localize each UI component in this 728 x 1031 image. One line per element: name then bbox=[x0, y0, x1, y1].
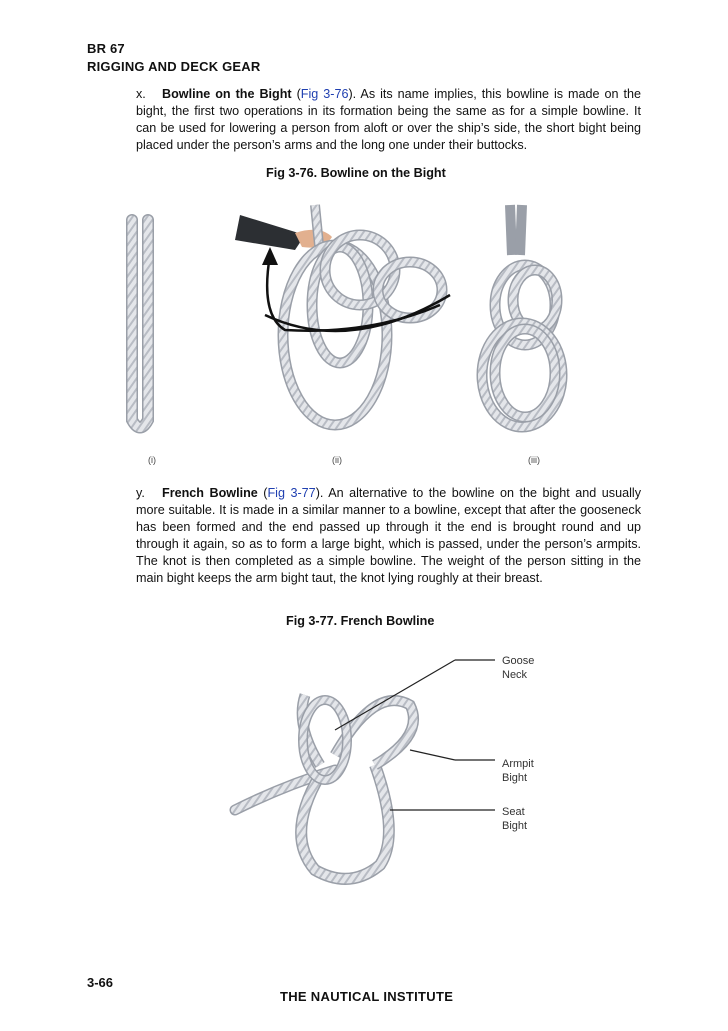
callout-seat-bight-line1: Seat bbox=[502, 806, 525, 818]
fig-3-77-illustration bbox=[225, 645, 505, 895]
callout-goose-neck-line2: Neck bbox=[502, 669, 528, 681]
callout-goose-neck bbox=[502, 654, 534, 682]
paragraph-label-y: y. bbox=[136, 486, 145, 500]
callout-goose-neck-line1: Goose bbox=[502, 655, 535, 667]
rope-french-bowline bbox=[235, 695, 413, 879]
paragraph-text-x: ). As its name implies, this bowline is made on the bight, the first two operations in its formation being the same as for a simple bowline. It can be used for lowering a person from aloft or over the ship’s side, the short bight being placed under the person’s arms and the long one under their buttocks. bbox=[136, 87, 642, 152]
callout-seat-bight bbox=[502, 805, 527, 833]
fig-3-76-label-ii: (ii) bbox=[332, 455, 342, 465]
doc-title: RIGGING AND DECK GEAR bbox=[87, 59, 261, 74]
paragraph-french-bowline bbox=[136, 485, 641, 587]
paragraph-title-x: Bowline on the Bight bbox=[162, 87, 292, 101]
paragraph-bowline-on-bight bbox=[136, 86, 641, 154]
fig-3-76-label-iii: (iii) bbox=[528, 455, 540, 465]
doc-code: BR 67 bbox=[87, 41, 125, 56]
fig-3-77-caption: Fig 3-77. French Bowline bbox=[286, 614, 435, 628]
paragraph-text-y: ). An alternative to the bowline on the bight and usually more suitable. It is made in a similar manner to a bowline, except that after the gooseneck has been formed and the end passed up through it the end is brought round and up through it again, so as to form a large bight, which is passed, under the person’s armpits. The knot is then completed as a simple bowline. The weight of the person sitting in the main bight keeps the arm bight taut, the knot lying roughly at their breast. bbox=[136, 486, 642, 585]
fig-3-76-illustration bbox=[110, 195, 630, 475]
fig-3-76-caption: Fig 3-76. Bowline on the Bight bbox=[266, 166, 446, 180]
paragraph-label-x: x. bbox=[136, 87, 146, 101]
fig-3-77-link[interactable]: Fig 3-77 bbox=[267, 486, 316, 500]
rope-bight-i bbox=[132, 220, 148, 428]
callout-armpit-bight bbox=[502, 757, 534, 785]
callout-armpit-bight-line2: Bight bbox=[502, 772, 528, 784]
paren-open-x: ( bbox=[291, 87, 301, 101]
rope-bowline-iii bbox=[482, 205, 562, 427]
callout-armpit-bight-line1: Armpit bbox=[502, 758, 534, 770]
paragraph-title-y: French Bowline bbox=[162, 486, 258, 500]
fig-3-76-label-i: (i) bbox=[148, 455, 156, 465]
footer-publisher: THE NAUTICAL INSTITUTE bbox=[280, 989, 454, 1004]
callout-seat-bight-line2: Bight bbox=[502, 820, 528, 832]
leader-goose-neck bbox=[335, 660, 455, 730]
page-number: 3-66 bbox=[87, 975, 114, 990]
paren-open-y: ( bbox=[257, 486, 268, 500]
fig-3-76-link[interactable]: Fig 3-76 bbox=[300, 87, 349, 101]
leader-armpit-bight bbox=[410, 750, 455, 760]
rope-bowline-ii bbox=[235, 205, 450, 425]
